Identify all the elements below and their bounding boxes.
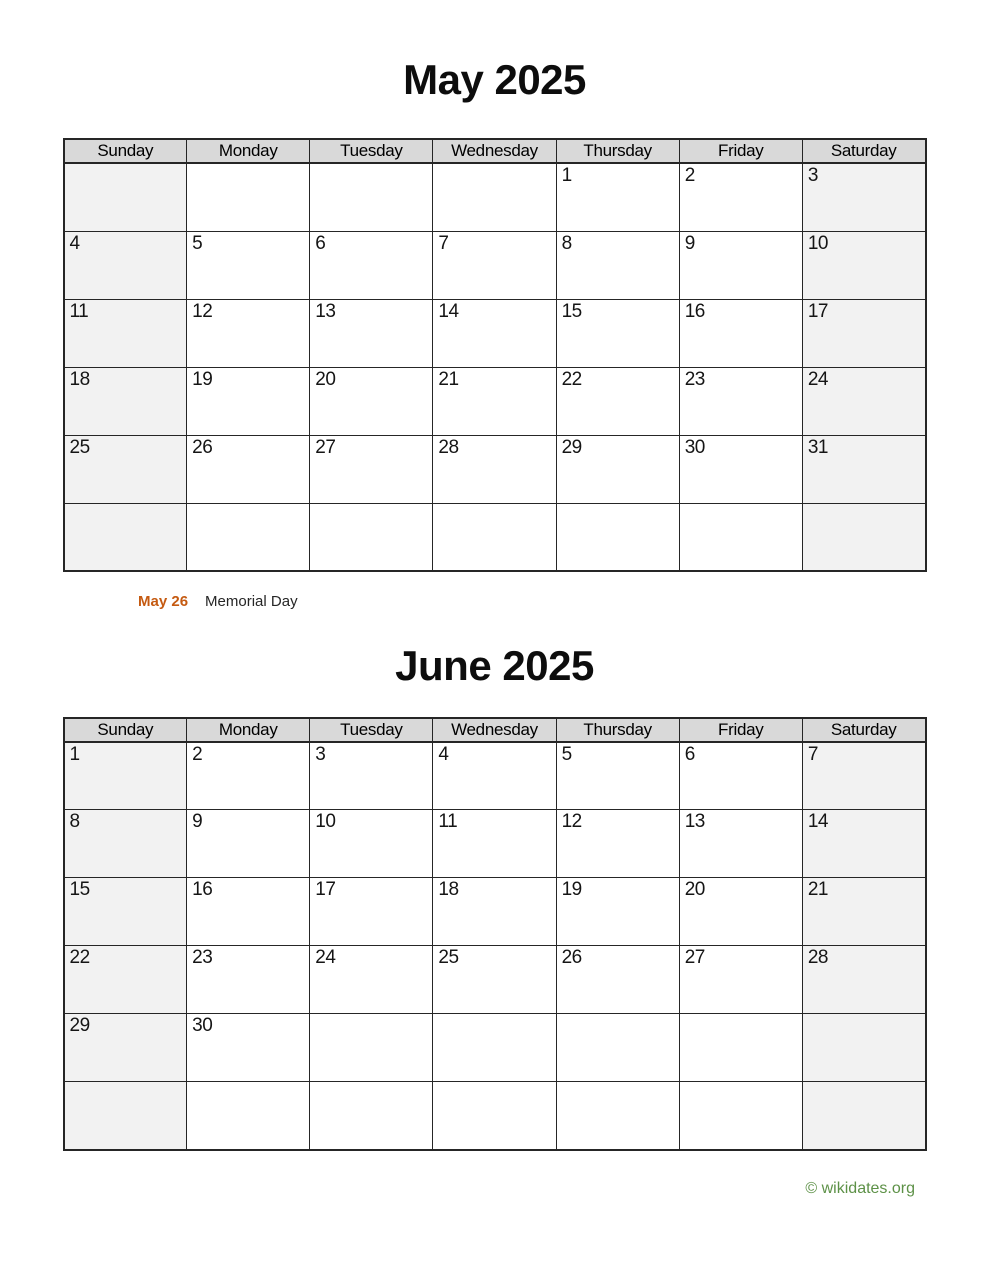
day-cell-empty — [433, 1082, 556, 1150]
day-cell-empty — [556, 1014, 679, 1082]
day-cell-1: 1 — [556, 163, 679, 231]
day-cell-empty — [556, 1082, 679, 1150]
day-cell-8: 8 — [64, 810, 187, 878]
day-cell-empty — [802, 1014, 925, 1082]
day-cell-10: 10 — [310, 810, 433, 878]
day-cell-empty — [433, 163, 556, 231]
day-cell-15: 15 — [64, 878, 187, 946]
weekday-header-saturday: Saturday — [802, 139, 925, 163]
week-row — [64, 878, 926, 946]
week-row — [64, 1014, 926, 1082]
weekday-header-wednesday: Wednesday — [433, 718, 556, 742]
day-cell-16: 16 — [679, 299, 802, 367]
day-cell-25: 25 — [433, 946, 556, 1014]
day-cell-8: 8 — [556, 231, 679, 299]
week-row — [64, 946, 926, 1014]
day-cell-24: 24 — [310, 946, 433, 1014]
day-cell-25: 25 — [64, 435, 187, 503]
day-cell-6: 6 — [679, 742, 802, 810]
day-cell-empty — [64, 503, 187, 571]
day-cell-3: 3 — [802, 163, 925, 231]
day-cell-empty — [433, 1014, 556, 1082]
weekday-header-row — [64, 718, 926, 742]
day-cell-18: 18 — [64, 367, 187, 435]
day-cell-empty — [187, 1082, 310, 1150]
day-cell-6: 6 — [310, 231, 433, 299]
day-cell-23: 23 — [679, 367, 802, 435]
day-cell-empty — [802, 503, 925, 571]
day-cell-17: 17 — [310, 878, 433, 946]
may-month-title: May 2025 — [403, 56, 586, 103]
day-cell-7: 7 — [802, 742, 925, 810]
day-cell-30: 30 — [187, 1014, 310, 1082]
day-cell-27: 27 — [679, 946, 802, 1014]
day-cell-26: 26 — [556, 946, 679, 1014]
day-cell-23: 23 — [187, 946, 310, 1014]
holiday-date: May 26 — [138, 593, 189, 611]
day-cell-empty — [679, 1014, 802, 1082]
day-cell-empty — [310, 1082, 433, 1150]
day-cell-22: 22 — [64, 946, 187, 1014]
day-cell-5: 5 — [556, 742, 679, 810]
week-row — [64, 367, 926, 435]
weekday-header-thursday: Thursday — [556, 139, 679, 163]
day-cell-5: 5 — [187, 231, 310, 299]
day-cell-empty — [187, 503, 310, 571]
week-row — [64, 810, 926, 878]
day-cell-17: 17 — [802, 299, 925, 367]
weekday-header-monday: Monday — [187, 718, 310, 742]
day-cell-16: 16 — [187, 878, 310, 946]
day-cell-9: 9 — [679, 231, 802, 299]
day-cell-20: 20 — [310, 367, 433, 435]
june-month-title: June 2025 — [395, 642, 594, 690]
day-cell-29: 29 — [64, 1014, 187, 1082]
day-cell-empty — [679, 503, 802, 571]
weekday-header-sunday: Sunday — [64, 718, 187, 742]
weekday-header-friday: Friday — [679, 139, 802, 163]
weekday-header-monday: Monday — [187, 139, 310, 163]
weekday-header-friday: Friday — [679, 718, 802, 742]
day-cell-empty — [310, 163, 433, 231]
day-cell-13: 13 — [310, 299, 433, 367]
day-cell-empty — [187, 163, 310, 231]
day-cell-26: 26 — [187, 435, 310, 503]
day-cell-empty — [802, 1082, 925, 1150]
day-cell-24: 24 — [802, 367, 925, 435]
day-cell-11: 11 — [64, 299, 187, 367]
holiday-note — [138, 593, 989, 613]
weekday-header-thursday: Thursday — [556, 718, 679, 742]
day-cell-29: 29 — [556, 435, 679, 503]
day-cell-28: 28 — [433, 435, 556, 503]
day-cell-1: 1 — [64, 742, 187, 810]
day-cell-empty — [433, 503, 556, 571]
copyright-text: © wikidates.org — [805, 1179, 915, 1197]
day-cell-empty — [556, 503, 679, 571]
day-cell-31: 31 — [802, 435, 925, 503]
day-cell-2: 2 — [187, 742, 310, 810]
weekday-header-tuesday: Tuesday — [310, 718, 433, 742]
weekday-header-sunday: Sunday — [64, 139, 187, 163]
may-calendar-table — [63, 138, 927, 572]
day-cell-empty — [310, 503, 433, 571]
day-cell-22: 22 — [556, 367, 679, 435]
week-row — [64, 742, 926, 810]
day-cell-9: 9 — [187, 810, 310, 878]
day-cell-3: 3 — [310, 742, 433, 810]
day-cell-15: 15 — [556, 299, 679, 367]
day-cell-28: 28 — [802, 946, 925, 1014]
holiday-name: Memorial Day — [205, 593, 298, 611]
day-cell-empty — [64, 163, 187, 231]
day-cell-2: 2 — [679, 163, 802, 231]
week-row — [64, 231, 926, 299]
day-cell-14: 14 — [802, 810, 925, 878]
day-cell-20: 20 — [679, 878, 802, 946]
day-cell-19: 19 — [187, 367, 310, 435]
week-row — [64, 435, 926, 503]
day-cell-empty — [310, 1014, 433, 1082]
day-cell-21: 21 — [802, 878, 925, 946]
day-cell-19: 19 — [556, 878, 679, 946]
day-cell-13: 13 — [679, 810, 802, 878]
weekday-header-row — [64, 139, 926, 163]
day-cell-18: 18 — [433, 878, 556, 946]
day-cell-12: 12 — [187, 299, 310, 367]
day-cell-11: 11 — [433, 810, 556, 878]
day-cell-empty — [679, 1082, 802, 1150]
day-cell-10: 10 — [802, 231, 925, 299]
day-cell-12: 12 — [556, 810, 679, 878]
week-row — [64, 1082, 926, 1150]
weekday-header-wednesday: Wednesday — [433, 139, 556, 163]
weekday-header-tuesday: Tuesday — [310, 139, 433, 163]
week-row — [64, 503, 926, 571]
day-cell-21: 21 — [433, 367, 556, 435]
day-cell-4: 4 — [64, 231, 187, 299]
week-row — [64, 299, 926, 367]
june-calendar-table — [63, 717, 927, 1151]
weekday-header-saturday: Saturday — [802, 718, 925, 742]
day-cell-4: 4 — [433, 742, 556, 810]
day-cell-30: 30 — [679, 435, 802, 503]
week-row — [64, 163, 926, 231]
day-cell-14: 14 — [433, 299, 556, 367]
day-cell-empty — [64, 1082, 187, 1150]
day-cell-7: 7 — [433, 231, 556, 299]
day-cell-27: 27 — [310, 435, 433, 503]
